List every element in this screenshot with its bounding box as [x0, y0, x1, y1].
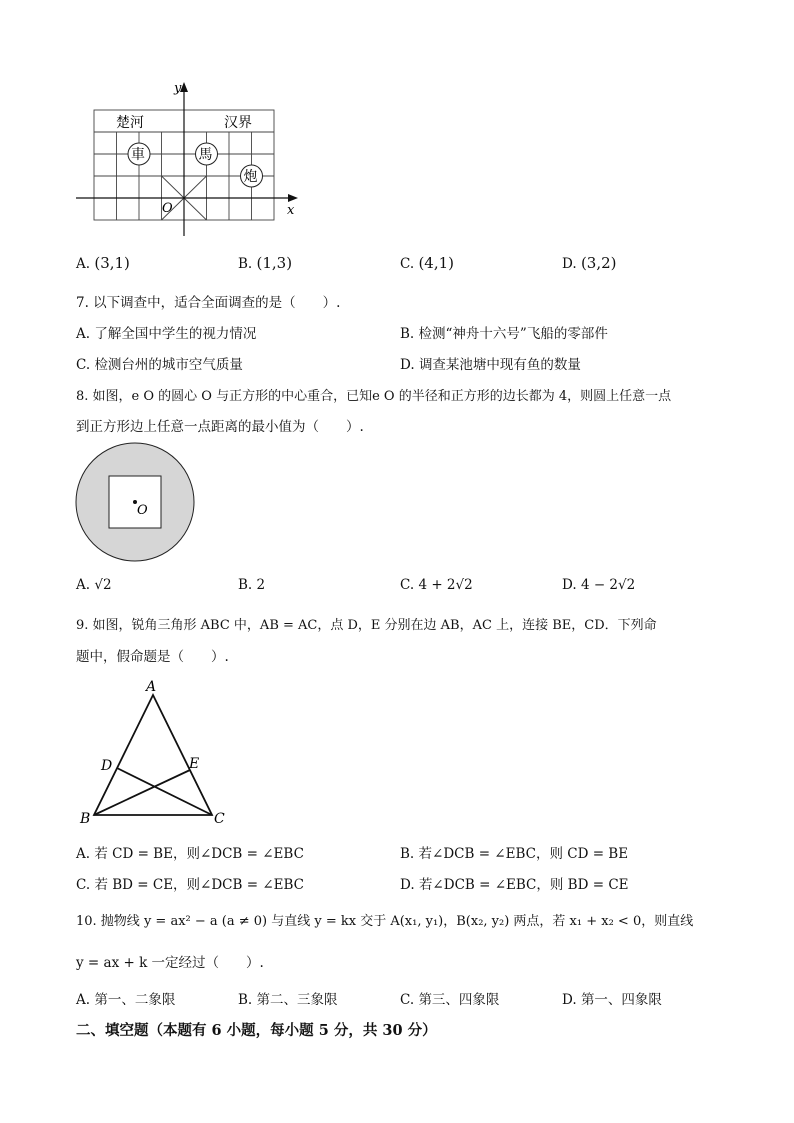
q8-option-a[interactable]: A. √2	[76, 577, 112, 593]
q8-stem-line1: 8. 如图，e O 的圆心 O 与正方形的中心重合，已知e O 的半径和正方形的边长都为 4，则圆上任意一点	[76, 389, 672, 404]
q8-option-c[interactable]: C. 4 + 2√2	[400, 577, 473, 593]
svg-text:車: 車	[131, 147, 145, 163]
piece-pao	[241, 165, 263, 187]
vertex-a-label: A	[146, 679, 157, 695]
q8-option-b[interactable]: B. 2	[238, 577, 266, 593]
svg-text:炮: 炮	[243, 169, 258, 185]
q6-option-d[interactable]: D. (3,2)	[562, 254, 617, 272]
q7-option-d[interactable]: D. 调查某池塘中现有鱼的数量	[400, 357, 581, 373]
q10-option-a[interactable]: A. 第一、二象限	[76, 992, 176, 1008]
q8-option-d[interactable]: D. 4 − 2√2	[562, 577, 636, 593]
q7-option-b[interactable]: B. 检测“神舟十六号”飞船的零部件	[400, 326, 608, 342]
river-right-text: 汉界	[224, 115, 252, 131]
q9-option-c[interactable]: C. 若 BD = CE，则∠DCB = ∠EBC	[76, 877, 304, 893]
q7-option-c[interactable]: C. 检测台州的城市空气质量	[76, 357, 243, 373]
q6-option-c[interactable]: C. (4,1)	[400, 254, 454, 272]
section-2-heading: 二、填空题（本题有 6 小题，每小题 5 分，共 30 分）	[76, 1022, 437, 1039]
point-e-label: E	[189, 756, 200, 772]
q8-stem-line2: 到正方形边上任意一点距离的最小值为（ ）.	[76, 419, 364, 435]
circle-square-figure	[74, 441, 196, 563]
vertex-c-label: C	[214, 811, 225, 825]
q9-stem-line1: 9. 如图，锐角三角形 ABC 中，AB = AC，点 D，E 分别在边 AB，AC 上，连接 BE，CD．下列命	[76, 618, 657, 633]
q7-option-a[interactable]: A. 了解全国中学生的视力情况	[76, 326, 257, 342]
q10-stem-line1: 10. 抛物线 y = ax² − a (a ≠ 0) 与直线 y = kx 交于 A(x₁, y₁)，B(x₂, y₂) 两点，若 x₁ + x₂ < 0，则直线	[76, 914, 694, 929]
q6-option-a[interactable]: A. (3,1)	[76, 254, 130, 272]
q10-option-d[interactable]: D. 第一、四象限	[562, 992, 662, 1008]
q10-stem-line2: y = ax + k 一定经过（ ）.	[76, 955, 264, 971]
q10-option-b[interactable]: B. 第二、三象限	[238, 992, 338, 1008]
q9-option-b[interactable]: B. 若∠DCB = ∠EBC，则 CD = BE	[400, 846, 629, 862]
chess-coordinate-figure	[70, 78, 310, 243]
point-d-label: D	[101, 758, 113, 774]
q10-option-c[interactable]: C. 第三、四象限	[400, 992, 500, 1008]
vertex-b-label: B	[80, 811, 91, 825]
svg-text:馬: 馬	[198, 147, 213, 163]
q7-stem: 7. 以下调查中，适合全面调查的是（ ）.	[76, 295, 341, 311]
q9-stem-line2: 题中，假命题是（ ）.	[76, 649, 229, 665]
q9-option-a[interactable]: A. 若 CD = BE，则∠DCB = ∠EBC	[76, 846, 304, 862]
piece-ma	[196, 143, 218, 165]
piece-che	[128, 143, 150, 165]
center-o-label: O	[137, 503, 148, 518]
origin-label: O	[162, 201, 173, 216]
river-left-text: 楚河	[116, 115, 144, 131]
y-axis-label: y	[174, 81, 182, 96]
x-axis-label: x	[287, 203, 295, 218]
triangle-figure	[76, 675, 236, 825]
q6-option-b[interactable]: B. (1,3)	[238, 254, 293, 272]
q9-option-d[interactable]: D. 若∠DCB = ∠EBC，则 BD = CE	[400, 877, 629, 893]
